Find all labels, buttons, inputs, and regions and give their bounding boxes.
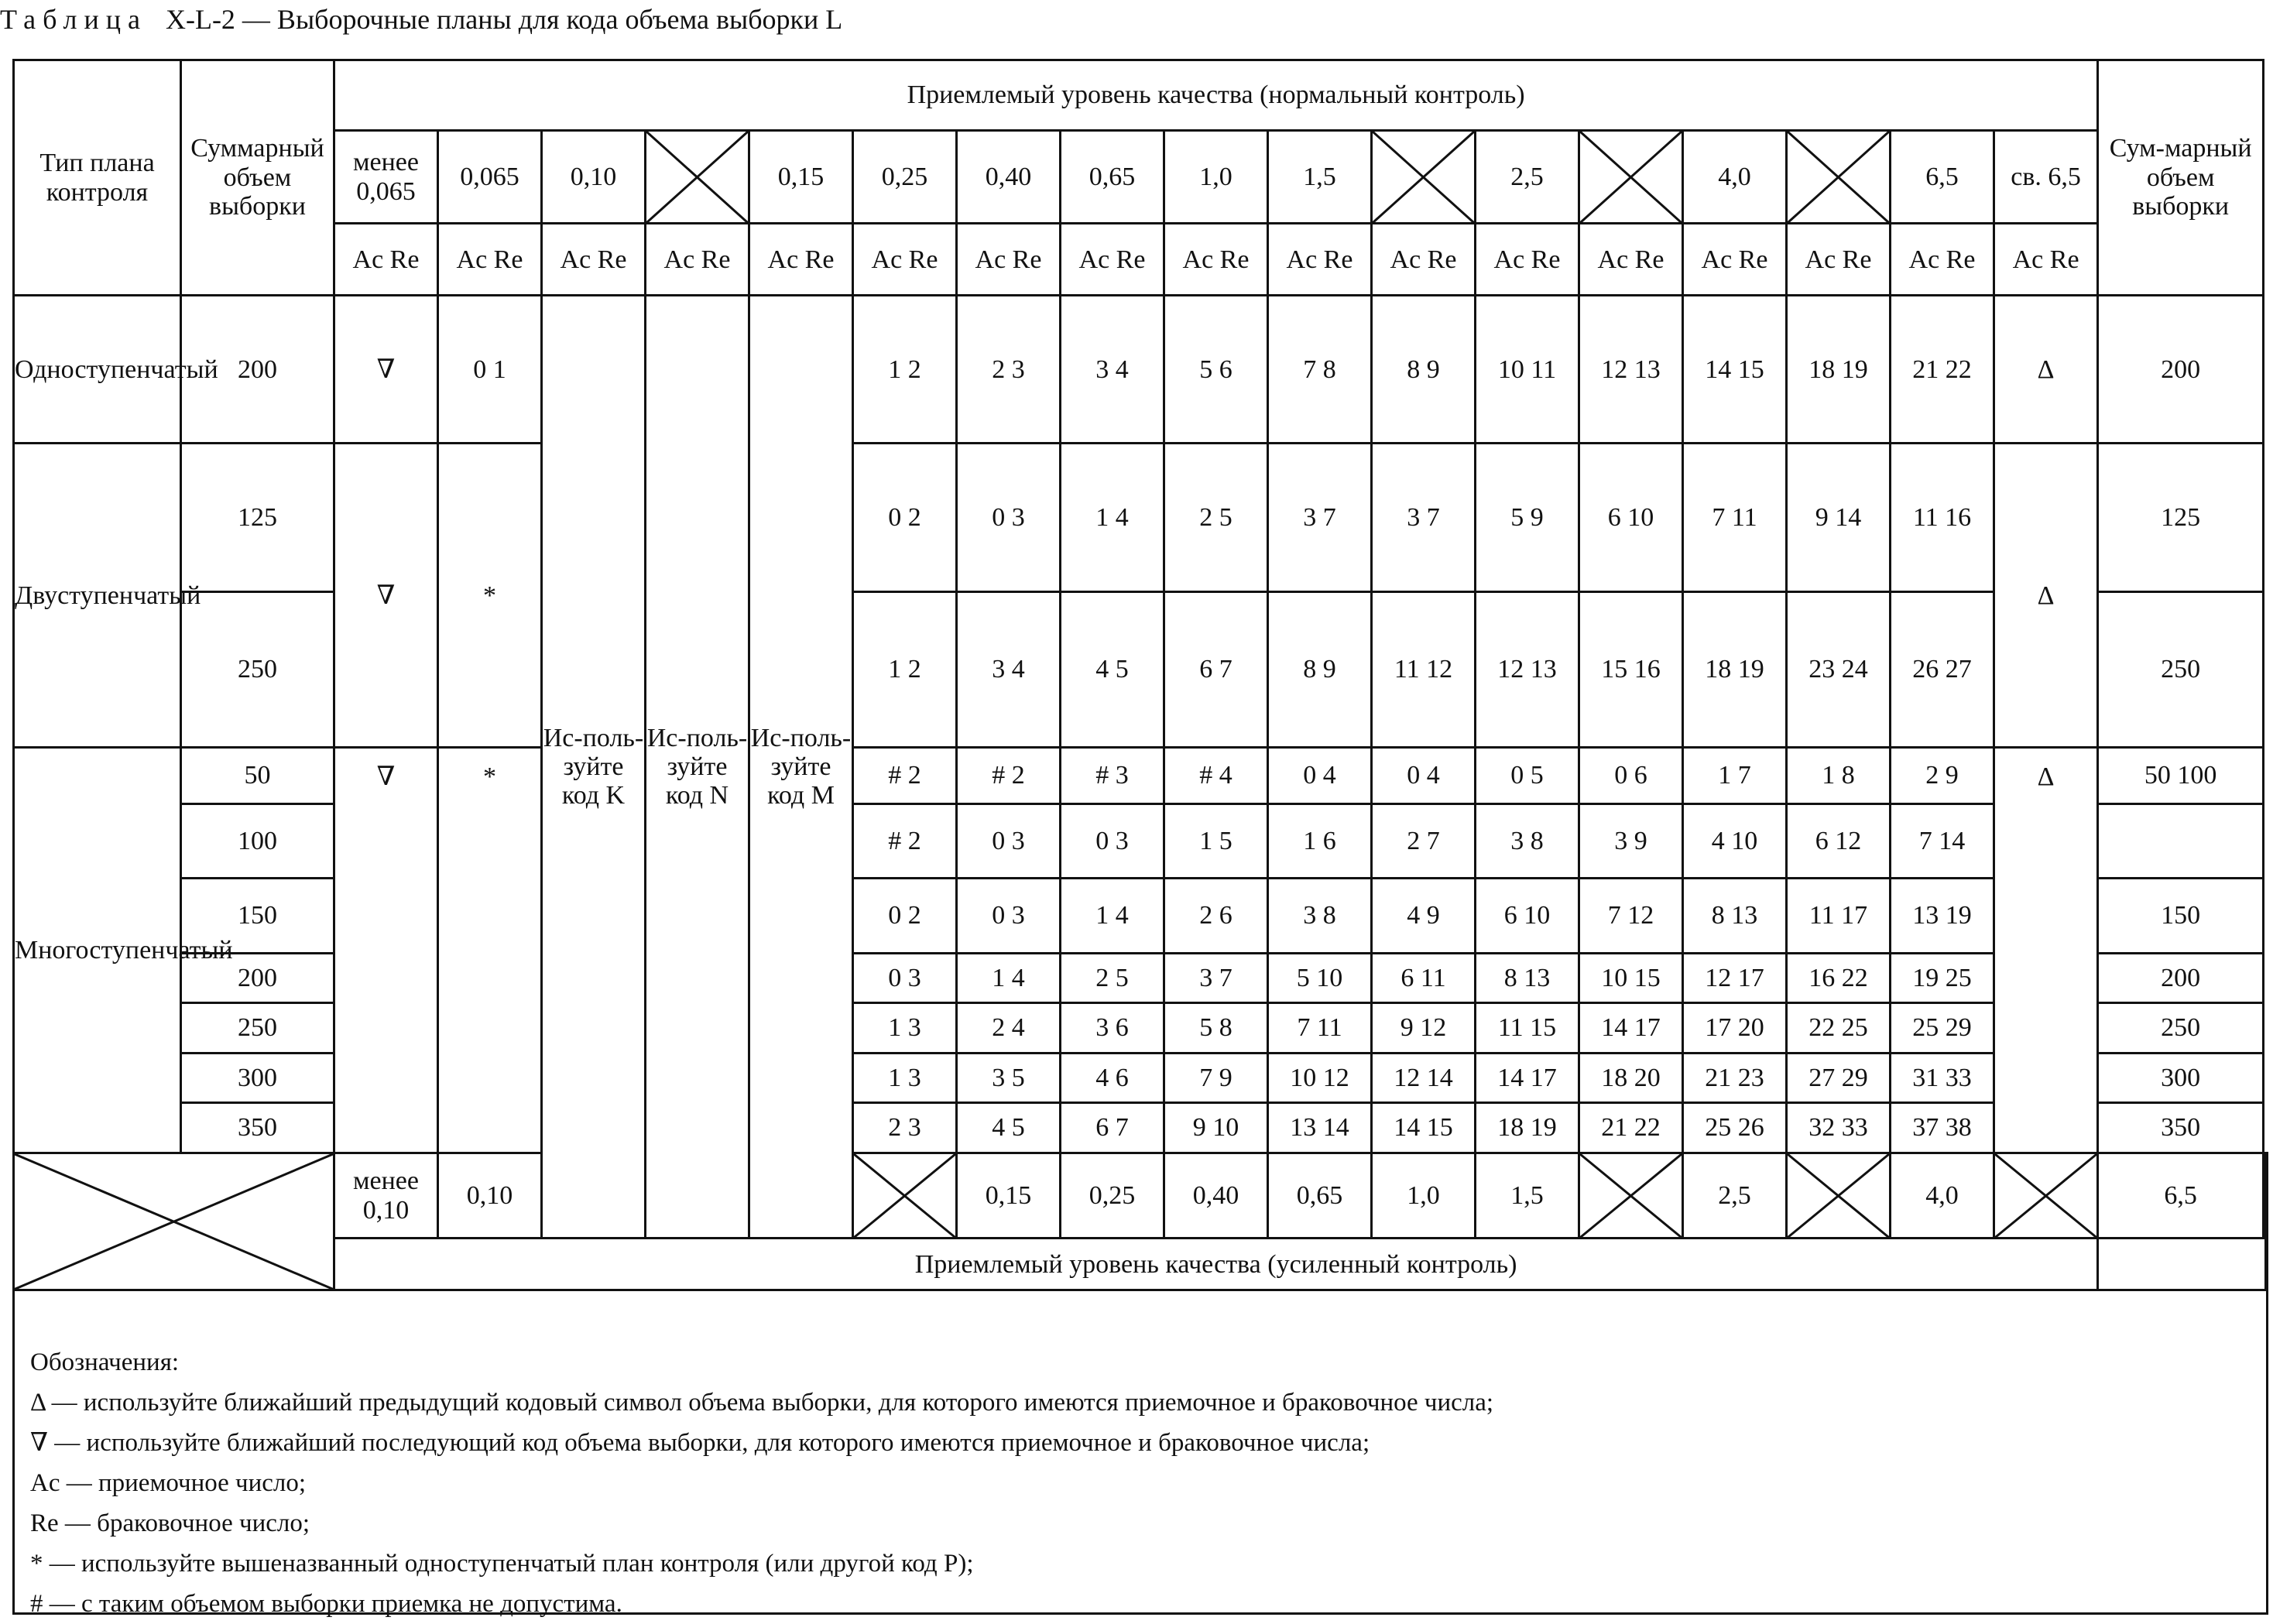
legend-line: Re — браковочное число; bbox=[30, 1509, 310, 1537]
double-cell: 3 7 bbox=[1268, 444, 1372, 591]
use-code-n: Ис-поль-зуйте код N bbox=[646, 296, 749, 1239]
multi-cell: 14 17 bbox=[1579, 1003, 1683, 1053]
aql-40: 4,0 bbox=[1683, 130, 1787, 224]
acre-label: Ac Re bbox=[1994, 224, 2098, 296]
single-cell: 14 15 bbox=[1683, 296, 1787, 444]
tight-aql-lt: менее 0,10 bbox=[334, 1153, 438, 1239]
crossed-cell bbox=[14, 1153, 334, 1290]
acre-label: Ac Re bbox=[334, 224, 438, 296]
multi-cell: 2 3 bbox=[853, 1103, 957, 1153]
multi-cell: # 3 bbox=[1061, 748, 1164, 804]
multi-cell: 3 5 bbox=[957, 1053, 1061, 1102]
multi-cell: 11 17 bbox=[1787, 879, 1891, 954]
multi-cell: 3 9 bbox=[1579, 803, 1683, 879]
multi-size: 50 bbox=[181, 748, 334, 804]
multi-cell: 5 10 bbox=[1268, 953, 1372, 1002]
double-cell: 7 11 bbox=[1683, 444, 1787, 591]
plan-multi-label: Многоступенчатый bbox=[14, 748, 181, 1153]
multi-right bbox=[2098, 803, 2264, 879]
multi-cell: 4 10 bbox=[1683, 803, 1787, 879]
double-cell: 2 5 bbox=[1164, 444, 1268, 591]
single-cell: 5 6 bbox=[1164, 296, 1268, 444]
aql-025: 0,25 bbox=[853, 130, 957, 224]
acre-label: Ac Re bbox=[749, 224, 853, 296]
multi-cell: 8 13 bbox=[1476, 953, 1579, 1002]
multi-cell: 14 17 bbox=[1476, 1053, 1579, 1102]
multi-size: 300 bbox=[181, 1053, 334, 1102]
acre-label: Ac Re bbox=[1787, 224, 1891, 296]
multi-size: 250 bbox=[181, 1003, 334, 1053]
multi-cell: 6 12 bbox=[1787, 803, 1891, 879]
multi-cell: 0 4 bbox=[1372, 748, 1476, 804]
double-cell: 5 9 bbox=[1476, 444, 1579, 591]
double-lt: ∇ bbox=[334, 444, 438, 748]
multi-cell: 7 11 bbox=[1268, 1003, 1372, 1053]
multi-cell: 12 14 bbox=[1372, 1053, 1476, 1102]
double-cell: 3 7 bbox=[1372, 444, 1476, 591]
double-cell: 9 14 bbox=[1787, 444, 1891, 591]
multi-cell: 1 4 bbox=[1061, 879, 1164, 954]
multi-cell: # 2 bbox=[853, 803, 957, 879]
single-cell: 18 19 bbox=[1787, 296, 1891, 444]
acre-label: Ac Re bbox=[646, 224, 749, 296]
crossed-cell bbox=[1787, 1153, 1891, 1239]
double-cell: 0 3 bbox=[957, 444, 1061, 591]
multi-cell: 4 9 bbox=[1372, 879, 1476, 954]
multi-cell: 0 5 bbox=[1476, 748, 1579, 804]
multi-cell: # 4 bbox=[1164, 748, 1268, 804]
crossed-cell bbox=[646, 130, 749, 224]
acre-label: Ac Re bbox=[1061, 224, 1164, 296]
multi-lt: ∇ bbox=[334, 748, 438, 1153]
double-cell: 1 4 bbox=[1061, 444, 1164, 591]
tight-aql-65: 6,5 bbox=[2098, 1153, 2264, 1239]
crossed-cell bbox=[2266, 1153, 2268, 1290]
multi-right: 200 bbox=[2098, 953, 2264, 1002]
double-0065: * bbox=[438, 444, 542, 748]
multi-cell: 4 5 bbox=[957, 1103, 1061, 1153]
multi-cell: 3 8 bbox=[1476, 803, 1579, 879]
aql-25: 2,5 bbox=[1476, 130, 1579, 224]
double-size-1: 125 bbox=[181, 444, 334, 591]
multi-cell: 13 14 bbox=[1268, 1103, 1372, 1153]
multi-cell: 13 19 bbox=[1891, 879, 1994, 954]
multi-cell: 0 4 bbox=[1268, 748, 1372, 804]
multi-cell: 2 6 bbox=[1164, 879, 1268, 954]
multi-cell: 0 3 bbox=[853, 953, 957, 1002]
crossed-cell bbox=[1579, 130, 1683, 224]
multi-cell: 1 5 bbox=[1164, 803, 1268, 879]
multi-cell: 8 13 bbox=[1683, 879, 1787, 954]
acre-label: Ac Re bbox=[1683, 224, 1787, 296]
cross-icon bbox=[646, 132, 748, 223]
cross-icon bbox=[854, 1154, 955, 1238]
multi-cell: 0 3 bbox=[1061, 803, 1164, 879]
double-cell: 0 2 bbox=[853, 444, 957, 591]
multi-right: 150 bbox=[2098, 879, 2264, 954]
multi-cell: 2 9 bbox=[1891, 748, 1994, 804]
single-cell: 12 13 bbox=[1579, 296, 1683, 444]
use-code-k: Ис-поль-зуйте код K bbox=[542, 296, 646, 1239]
aql-15: 1,5 bbox=[1268, 130, 1372, 224]
multi-cell: 19 25 bbox=[1891, 953, 1994, 1002]
plan-double-label: Двуступенчатый bbox=[14, 444, 181, 748]
multi-right: 250 bbox=[2098, 1003, 2264, 1053]
multi-cell: 3 7 bbox=[1164, 953, 1268, 1002]
aql-tightened-footer: Приемлемый уровень качества (усиленный контроль) bbox=[334, 1239, 2098, 1290]
multi-cell: # 2 bbox=[853, 748, 957, 804]
cross-icon bbox=[1580, 1154, 1682, 1238]
total-sample-header: Суммарный объем выборки bbox=[181, 60, 334, 296]
multi-cell: 25 26 bbox=[1683, 1103, 1787, 1153]
double-cell: 8 9 bbox=[1268, 591, 1372, 747]
multi-cell: 6 11 bbox=[1372, 953, 1476, 1002]
acre-label: Ac Re bbox=[438, 224, 542, 296]
multi-cell: 1 8 bbox=[1787, 748, 1891, 804]
acre-label: Ac Re bbox=[1891, 224, 1994, 296]
multi-gt: Δ bbox=[1994, 748, 2098, 1153]
aql-015: 0,15 bbox=[749, 130, 853, 224]
multi-size: 150 bbox=[181, 879, 334, 954]
multi-cell: 32 33 bbox=[1787, 1103, 1891, 1153]
single-cell: 2 3 bbox=[957, 296, 1061, 444]
aql-0065: 0,065 bbox=[438, 130, 542, 224]
single-lt: ∇ bbox=[334, 296, 438, 444]
multi-cell: 3 6 bbox=[1061, 1003, 1164, 1053]
cross-icon bbox=[1580, 132, 1682, 223]
single-cell: 3 4 bbox=[1061, 296, 1164, 444]
single-gt: Δ bbox=[1994, 296, 2098, 444]
multi-cell: 10 15 bbox=[1579, 953, 1683, 1002]
acre-label: Ac Re bbox=[853, 224, 957, 296]
aql-065: 0,65 bbox=[1061, 130, 1164, 224]
total-sample-right-header: Сум-марный объем выборки bbox=[2098, 60, 2264, 296]
acre-label: Ac Re bbox=[542, 224, 646, 296]
multi-cell: 0 6 bbox=[1579, 748, 1683, 804]
crossed-cell bbox=[1994, 1153, 2098, 1239]
single-cell: 7 8 bbox=[1268, 296, 1372, 444]
multi-cell: # 2 bbox=[957, 748, 1061, 804]
multi-right: 300 bbox=[2098, 1053, 2264, 1102]
legend bbox=[12, 1289, 2268, 1618]
tight-aql-40: 4,0 bbox=[1891, 1153, 1994, 1239]
single-0065: 0 1 bbox=[438, 296, 542, 444]
multi-cell: 10 12 bbox=[1268, 1053, 1372, 1102]
double-cell: 11 12 bbox=[1372, 591, 1476, 747]
single-cell: 10 11 bbox=[1476, 296, 1579, 444]
tight-aql-25: 2,5 bbox=[1683, 1153, 1787, 1239]
crossed-cell bbox=[1579, 1153, 1683, 1239]
crossed-cell bbox=[1787, 130, 1891, 224]
aql-65: 6,5 bbox=[1891, 130, 1994, 224]
double-right-1: 125 bbox=[2098, 444, 2264, 591]
multi-cell: 18 19 bbox=[1476, 1103, 1579, 1153]
multi-cell: 21 22 bbox=[1579, 1103, 1683, 1153]
multi-0065: * bbox=[438, 748, 542, 1153]
multi-cell: 16 22 bbox=[1787, 953, 1891, 1002]
cross-icon bbox=[1788, 132, 1889, 223]
double-cell: 26 27 bbox=[1891, 591, 1994, 747]
multi-cell: 1 7 bbox=[1683, 748, 1787, 804]
multi-cell: 11 15 bbox=[1476, 1003, 1579, 1053]
single-right: 200 bbox=[2098, 296, 2264, 444]
multi-right: 50 100 bbox=[2098, 748, 2264, 804]
crossed-cell bbox=[2264, 1153, 2265, 1239]
cross-icon bbox=[1788, 1154, 1889, 1238]
multi-cell: 25 29 bbox=[1891, 1003, 1994, 1053]
table-title-prefix: Таблица bbox=[0, 4, 147, 35]
double-cell: 3 4 bbox=[957, 591, 1061, 747]
table-title bbox=[0, 3, 842, 36]
aql-gt-65: св. 6,5 bbox=[1994, 130, 2098, 224]
double-right-2: 250 bbox=[2098, 591, 2264, 747]
multi-cell: 2 4 bbox=[957, 1003, 1061, 1053]
crossed-cell bbox=[853, 1153, 957, 1239]
multi-cell: 0 3 bbox=[957, 879, 1061, 954]
single-cell: 8 9 bbox=[1372, 296, 1476, 444]
acre-label: Ac Re bbox=[1579, 224, 1683, 296]
tight-aql-065: 0,65 bbox=[1268, 1153, 1372, 1239]
sampling-plan-table bbox=[12, 59, 2268, 1291]
legend-title: Обозначения: bbox=[30, 1348, 180, 1376]
multi-cell: 6 10 bbox=[1476, 879, 1579, 954]
aql-010: 0,10 bbox=[542, 130, 646, 224]
multi-cell: 9 10 bbox=[1164, 1103, 1268, 1153]
multi-cell: 5 8 bbox=[1164, 1003, 1268, 1053]
multi-size: 100 bbox=[181, 803, 334, 879]
single-cell: 21 22 bbox=[1891, 296, 1994, 444]
cross-icon bbox=[1995, 1154, 2096, 1238]
single-cell: 1 2 bbox=[853, 296, 957, 444]
multi-cell: 9 12 bbox=[1372, 1003, 1476, 1053]
multi-cell: 6 7 bbox=[1061, 1103, 1164, 1153]
tight-aql-040: 0,40 bbox=[1164, 1153, 1268, 1239]
double-cell: 15 16 bbox=[1579, 591, 1683, 747]
double-cell: 23 24 bbox=[1787, 591, 1891, 747]
multi-cell: 14 15 bbox=[1372, 1103, 1476, 1153]
aql-040: 0,40 bbox=[957, 130, 1061, 224]
multi-size: 200 bbox=[181, 953, 334, 1002]
multi-cell: 22 25 bbox=[1787, 1003, 1891, 1053]
legend-line: Δ — используйте ближайший предыдущий кодовый символ объема выборки, для которого имеются приемочное и браковочное числа; bbox=[30, 1389, 1494, 1417]
double-gt: Δ bbox=[1994, 444, 2098, 748]
double-cell: 12 13 bbox=[1476, 591, 1579, 747]
legend-line: Ac — приемочное число; bbox=[30, 1469, 307, 1497]
cross-icon bbox=[1373, 132, 1474, 223]
double-cell: 18 19 bbox=[1683, 591, 1787, 747]
multi-cell: 2 7 bbox=[1372, 803, 1476, 879]
single-size: 200 bbox=[181, 296, 334, 444]
multi-cell: 27 29 bbox=[1787, 1053, 1891, 1102]
table-title-text: X-L-2 — Выборочные планы для кода объема выборки L bbox=[165, 4, 843, 35]
multi-cell: 37 38 bbox=[1891, 1103, 1994, 1153]
acre-label: Ac Re bbox=[1476, 224, 1579, 296]
aql-normal-header: Приемлемый уровень качества (нормальный контроль) bbox=[334, 60, 2098, 131]
multi-cell: 17 20 bbox=[1683, 1003, 1787, 1053]
multi-cell: 1 3 bbox=[853, 1003, 957, 1053]
multi-cell: 2 5 bbox=[1061, 953, 1164, 1002]
double-cell: 6 10 bbox=[1579, 444, 1683, 591]
tight-aql-025: 0,25 bbox=[1061, 1153, 1164, 1239]
multi-cell: 1 4 bbox=[957, 953, 1061, 1002]
multi-cell: 31 33 bbox=[1891, 1053, 1994, 1102]
acre-label: Ac Re bbox=[1164, 224, 1268, 296]
multi-cell: 18 20 bbox=[1579, 1053, 1683, 1102]
use-code-m: Ис-поль-зуйте код M bbox=[749, 296, 853, 1239]
tight-aql-15: 1,5 bbox=[1476, 1153, 1579, 1239]
multi-cell: 3 8 bbox=[1268, 879, 1372, 954]
multi-cell: 4 6 bbox=[1061, 1053, 1164, 1102]
multi-right: 350 bbox=[2098, 1103, 2264, 1153]
plan-single-label: Одноступенчатый bbox=[14, 296, 181, 444]
multi-cell: 0 3 bbox=[957, 803, 1061, 879]
legend-line: * — используйте вышеназванный одноступенчатый план контроля (или другой код P); bbox=[30, 1550, 974, 1578]
acre-label: Ac Re bbox=[1372, 224, 1476, 296]
legend-line: ∇ — используйте ближайший последующий код объема выборки, для которого имеются приемочное и браковочное числа; bbox=[30, 1429, 1370, 1457]
cross-icon bbox=[15, 1154, 333, 1289]
acre-label: Ac Re bbox=[957, 224, 1061, 296]
double-cell: 1 2 bbox=[853, 591, 957, 747]
tight-aql-015: 0,15 bbox=[957, 1153, 1061, 1239]
multi-cell: 7 9 bbox=[1164, 1053, 1268, 1102]
double-size-2: 250 bbox=[181, 591, 334, 747]
multi-size: 350 bbox=[181, 1103, 334, 1153]
aql-lt-0065: менее 0,065 bbox=[334, 130, 438, 224]
double-cell: 11 16 bbox=[1891, 444, 1994, 591]
legend-line: # — с таким объемом выборки приемка не допустима. bbox=[30, 1590, 622, 1618]
tight-aql-10: 1,0 bbox=[1372, 1153, 1476, 1239]
plan-type-header: Тип плана контроля bbox=[14, 60, 181, 296]
multi-cell: 1 3 bbox=[853, 1053, 957, 1102]
multi-cell: 7 12 bbox=[1579, 879, 1683, 954]
multi-cell: 0 2 bbox=[853, 879, 957, 954]
multi-cell: 7 14 bbox=[1891, 803, 1994, 879]
double-cell: 4 5 bbox=[1061, 591, 1164, 747]
aql-10: 1,0 bbox=[1164, 130, 1268, 224]
multi-cell: 12 17 bbox=[1683, 953, 1787, 1002]
multi-cell: 21 23 bbox=[1683, 1053, 1787, 1102]
crossed-cell bbox=[1372, 130, 1476, 224]
double-cell: 6 7 bbox=[1164, 591, 1268, 747]
tight-aql-010: 0,10 bbox=[438, 1153, 542, 1239]
acre-label: Ac Re bbox=[1268, 224, 1372, 296]
multi-cell: 1 6 bbox=[1268, 803, 1372, 879]
